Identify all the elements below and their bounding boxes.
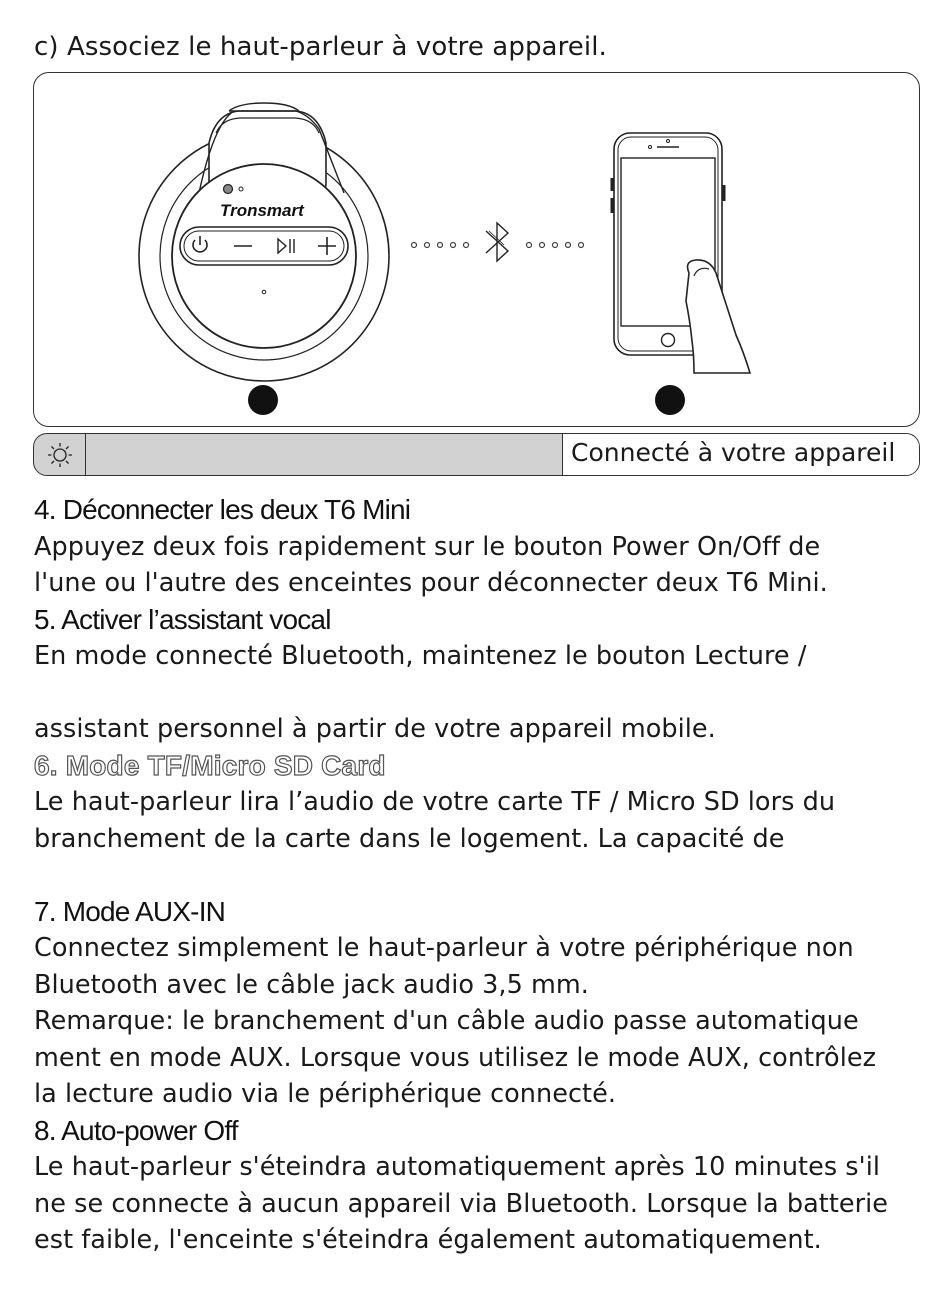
paragraph-line: ne se connecte à aucun appareil via Bluetooth. Lorsque la batterie xyxy=(34,1188,889,1219)
led-status-bar xyxy=(33,433,920,476)
blank-line xyxy=(34,857,934,894)
section-heading-tf-card: 6. Mode TF/Micro SD Card xyxy=(34,749,386,781)
paragraph-line: la lecture audio via le périphérique connecté. xyxy=(34,1079,616,1109)
pairing-dots-left xyxy=(412,243,469,248)
instructions-body xyxy=(34,492,934,1259)
paragraph-line: ment en mode AUX. Lorsque vous utilisez le mode AUX, contrôlez xyxy=(34,1042,877,1073)
section-heading-aux-in: 7. Mode AUX-IN xyxy=(34,895,226,927)
phone-indicator-dot xyxy=(655,385,685,415)
section-heading-auto-power-off: 8. Auto-power Off xyxy=(34,1114,238,1146)
section-heading-disconnect: 4. Déconnecter les deux T6 Mini xyxy=(34,494,411,525)
status-text: Connecté à votre appareil xyxy=(562,434,919,475)
paragraph-line: Appuyez deux fois rapidement sur le bouton Power On/Off de xyxy=(34,531,821,562)
paragraph-line: l'une ou l'autre des enceintes pour déconnecter deux T6 Mini. xyxy=(34,568,828,598)
finger-icon xyxy=(686,260,750,373)
paragraph-line: Le haut-parleur s'éteindra automatiquement après 10 minutes s'il xyxy=(34,1152,880,1182)
paragraph-line: Remarque: le branchement d'un câble audio passe automatique xyxy=(34,1006,859,1036)
paragraph-line: Le haut-parleur lira l’audio de votre carte TF / Micro SD lors du xyxy=(34,787,836,817)
paragraph-line: Connectez simplement le haut-parleur à votre périphérique non xyxy=(34,933,854,963)
paragraph-line: Bluetooth avec le câble jack audio 3,5 mm. xyxy=(34,969,589,1000)
bluetooth-icon xyxy=(486,223,508,261)
led-indicator-icon xyxy=(47,442,73,468)
step-instruction: c) Associez le haut-parleur à votre appareil. xyxy=(34,32,607,62)
speaker-illustration xyxy=(139,103,389,381)
status-icon-cell xyxy=(34,434,86,475)
pairing-illustration xyxy=(33,72,920,427)
paragraph-line: est faible, l'enceinte s'éteindra également automatiquement. xyxy=(34,1225,822,1255)
section-heading-voice-assistant: 5. Activer l’assistant vocal xyxy=(34,603,331,635)
paragraph-line: En mode connecté Bluetooth, maintenez le bouton Lecture / xyxy=(34,641,807,671)
paragraph-line: branchement de la carte dans le logement. La capacité de xyxy=(34,823,785,854)
blank-line xyxy=(34,675,934,712)
speaker-brand-label: Tronsmart xyxy=(220,201,304,220)
paragraph-line: assistant personnel à partir de votre appareil mobile. xyxy=(34,714,716,744)
pairing-dots-right xyxy=(527,243,584,248)
speaker-indicator-dot xyxy=(248,385,278,415)
